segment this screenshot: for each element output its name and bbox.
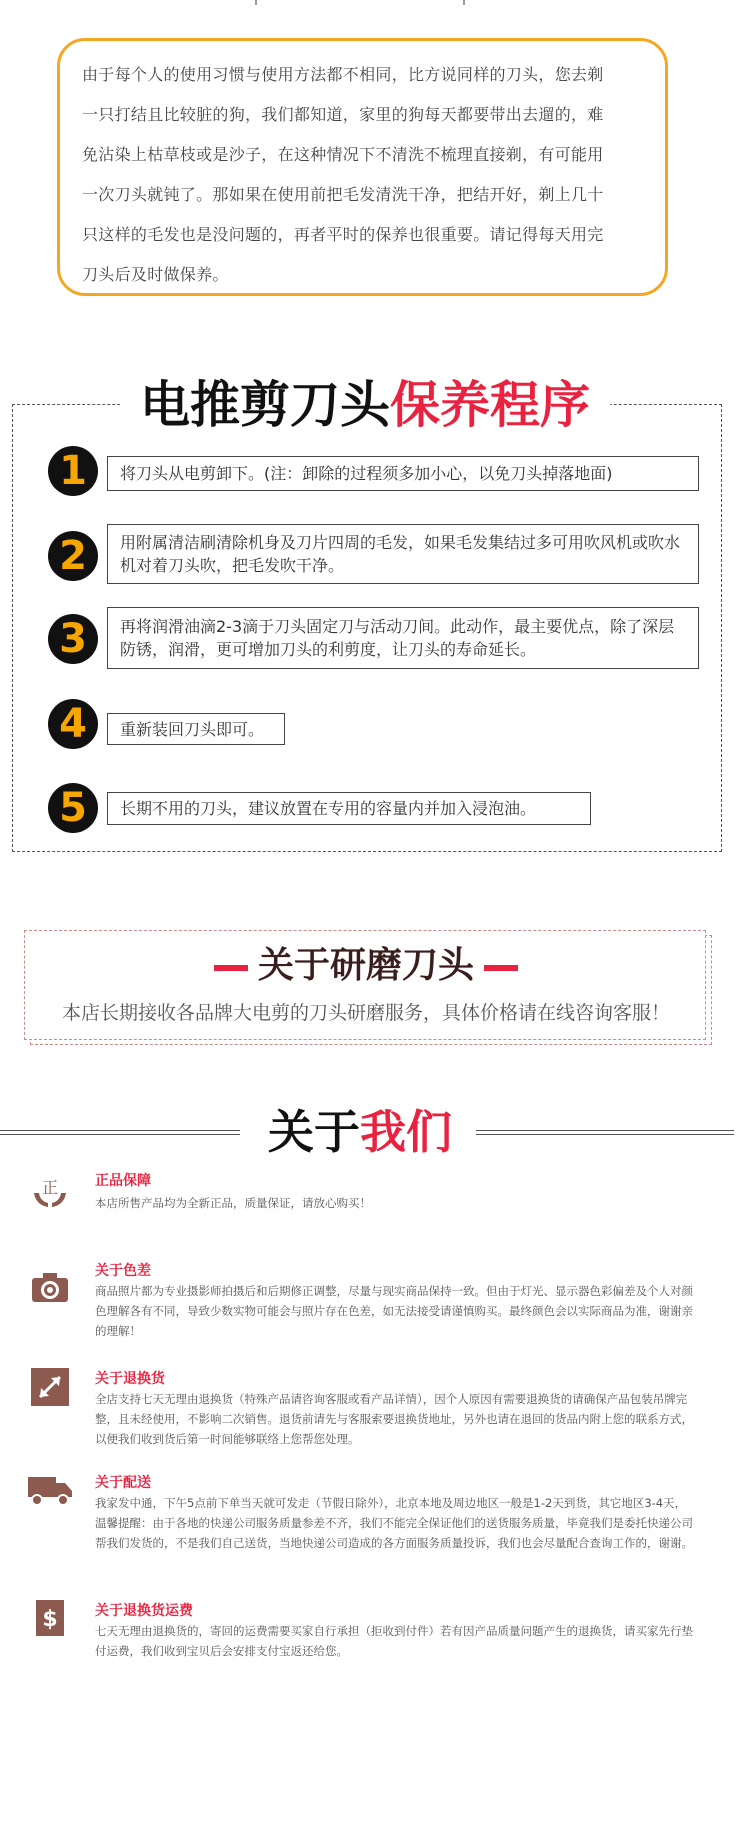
procedure-title (120, 368, 610, 442)
about-item-body: 七天无理由退换货的，寄回的运费需要买家自行承担（拒收到付件）若有因产品质量问题产生的退换货，请买家先行垫付运费，我们收到宝贝后会安排支付宝返还给您。 (95, 1624, 693, 1658)
grinding-subtitle: 本店长期接收各品牌大电剪的刀头研磨服务，具体价格请在线咨询客服！ (61, 1002, 670, 1024)
title-bar-left (214, 965, 248, 971)
step-5-number-icon: 5 (48, 783, 98, 833)
step-4-text: 重新装回刀头即可。 (107, 713, 285, 745)
about-title-rule-left (0, 1130, 240, 1135)
grinding-title-text: 关于研磨刀头 (257, 944, 474, 986)
about-title-rule-right (476, 1130, 734, 1135)
about-item-body: 本店所售产品均为全新正品，质量保证，请放心购买！ (95, 1196, 371, 1210)
genuine-hands-icon (30, 1171, 70, 1211)
svg-text:$: $ (42, 1607, 58, 1632)
step-1-text: 将刀头从电剪卸下。(注：卸除的过程须多加小心，以免刀头掉落地面) (107, 456, 699, 491)
delivery-truck-icon (27, 1473, 73, 1513)
about-item-heading: 关于退换货 (95, 1371, 165, 1387)
step-4-number-icon: 4 (48, 699, 98, 749)
about-item-heading: 关于退换货运费 (95, 1603, 193, 1619)
about-item-heading: 正品保障 (95, 1173, 151, 1189)
intro-line: 只这样的毛发也是没问题的，再者平时的保养也很重要。请记得每天用完 (82, 225, 604, 244)
grinding-title (25, 943, 707, 987)
intro-notice-box (57, 38, 668, 296)
procedure-title-dark: 电推剪刀头 (140, 376, 390, 434)
step-5-text: 长期不用的刀头，建议放置在专用的容量内并加入浸泡油。 (107, 792, 591, 825)
about-title-red: 我们 (360, 1105, 452, 1159)
intro-line: 由于每个人的使用习惯与使用方法都不相同，比方说同样的刀头，您去剃 (82, 65, 604, 84)
about-item-heading: 关于配送 (95, 1475, 151, 1491)
about-item-heading: 关于色差 (95, 1263, 151, 1279)
svg-text:正: 正 (41, 1178, 59, 1197)
about-item-body: 商品照片都为专业摄影师拍摄后和后期修正调整，尽量与现实商品保持一致。但由于灯光、显示器色彩偏差及个人对颜色理解各有不同，导致少数实物可能会与照片存在色差，如无法接受请谨慎购买。最终颜色会以实际商品为准，谢谢亲的理解！ (95, 1284, 693, 1338)
title-bar-right (484, 965, 518, 971)
dollar-receipt-icon (30, 1598, 70, 1638)
procedure-title-red: 保养程序 (390, 376, 590, 434)
about-item-body: 我家发中通，下午5点前下单当天就可发走（节假日除外），北京本地及周边地区一般是1-2天到货，其它地区3-4天，温馨提醒：由于各地的快递公司服务质量参差不齐，我们不能完全保证他们的送货服务质量，毕竟我们是委托快递公司帮我们发货的，不是我们自己送货，当地快递公司造成的各方面服务质量投诉，我们也会尽量配合查询工作的，谢谢。 (95, 1496, 693, 1550)
about-title-dark: 关于 (268, 1105, 360, 1159)
about-us-title (240, 1100, 480, 1164)
about-item-body: 全店支持七天无理由退换货（特殊产品请咨询客服或看产品详情），因个人原因有需要退换货的请确保产品包装吊牌完整，且未经使用，不影响二次销售。退货前请先与客服索要退换货地址，另外也请在退回的货品内附上您的联系方式，以便我们收到货后第一时间能够联络上您帮您处理。 (95, 1392, 693, 1446)
intro-line: 一次刀头就钝了。那如果在使用前把毛发清洗干净，把结开好，剃上几十 (82, 185, 604, 204)
step-1-number-icon: 1 (48, 446, 98, 496)
step-2-number-icon: 2 (48, 531, 98, 581)
top-divider-tick-left (255, 0, 257, 5)
step-3-text: 再将润滑油滴2-3滴于刀头固定刀与活动刀间。此动作，最主要优点，除了深层防锈，润滑，更可增加刀头的利剪度，让刀头的寿命延长。 (107, 607, 699, 669)
grinding-banner (24, 930, 706, 1040)
step-3-number-icon: 3 (48, 614, 98, 664)
exchange-arrow-icon (30, 1367, 70, 1407)
camera-icon (30, 1268, 70, 1308)
intro-line: 免沾染上枯草枝或是沙子，在这种情况下不清洗不梳理直接剃，有可能用 (82, 145, 604, 164)
intro-line: 一只打结且比较脏的狗，我们都知道，家里的狗每天都要带出去遛的，难 (82, 105, 604, 124)
step-2-text: 用附属清洁刷清除机身及刀片四周的毛发，如果毛发集结过多可用吹风机或吹水机对着刀头吹，把毛发吹干净。 (107, 524, 699, 584)
intro-line: 刀头后及时做保养。 (82, 265, 229, 284)
top-divider-tick-right (463, 0, 465, 5)
